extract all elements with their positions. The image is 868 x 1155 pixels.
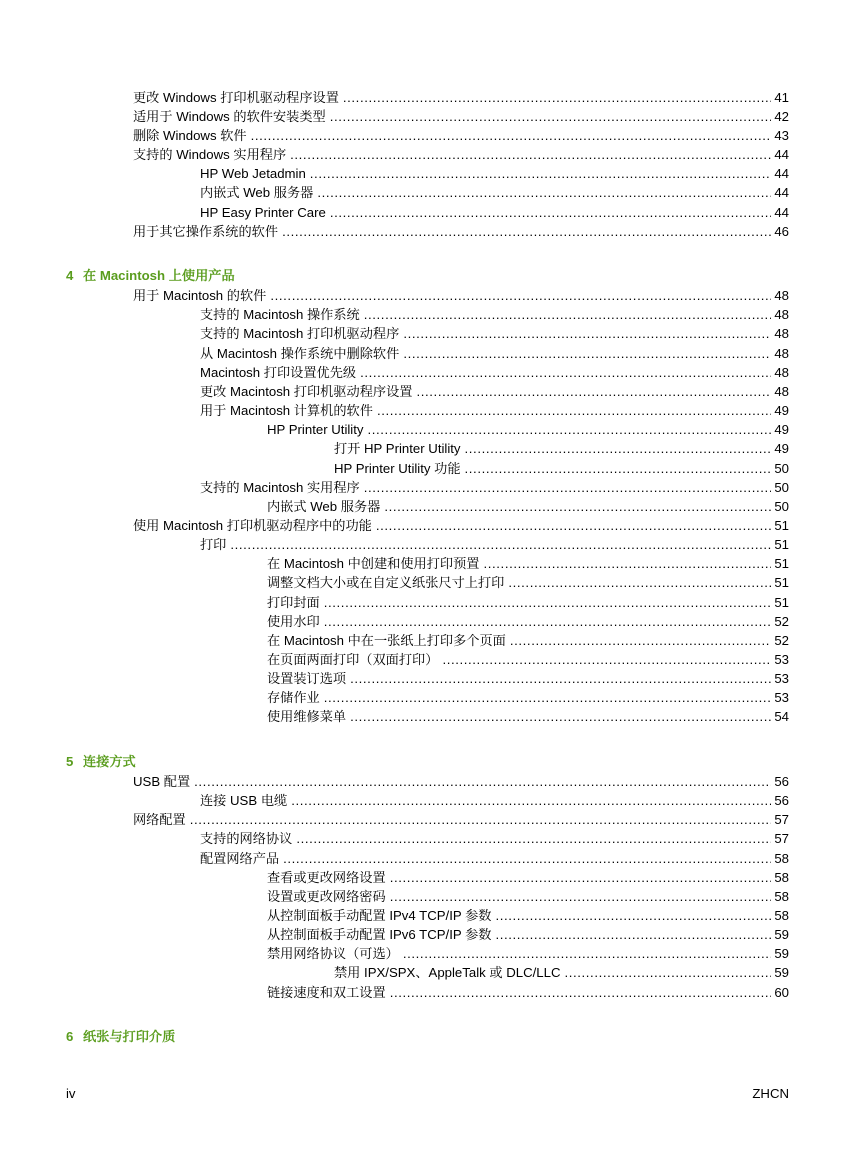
toc-entry-page: 57 bbox=[774, 812, 789, 827]
toc-leader bbox=[403, 326, 771, 342]
toc-entry-title: 连接 USB 电缆 bbox=[200, 793, 288, 808]
toc-entry[interactable] bbox=[267, 688, 789, 706]
toc-entry-page: 48 bbox=[774, 365, 789, 380]
toc-entry[interactable] bbox=[133, 88, 789, 106]
toc-entry-title: Macintosh 打印设置优先级 bbox=[200, 365, 357, 380]
toc-leader bbox=[508, 575, 771, 591]
toc-entry-title: 存储作业 bbox=[267, 690, 320, 705]
toc-entry[interactable] bbox=[267, 707, 789, 725]
toc-leader bbox=[251, 128, 772, 144]
toc-leader bbox=[330, 109, 772, 125]
toc-leader bbox=[330, 205, 772, 221]
toc-entry-title: 适用于 Windows 的软件安装类型 bbox=[133, 109, 326, 124]
toc-entry[interactable] bbox=[267, 631, 789, 649]
toc-entry-page: 60 bbox=[774, 985, 789, 1000]
toc-leader bbox=[390, 870, 772, 886]
toc-leader bbox=[283, 851, 771, 867]
toc-entry-page: 48 bbox=[774, 384, 789, 399]
toc-entry-page: 44 bbox=[774, 205, 789, 220]
toc-entry-title: 用于其它操作系统的软件 bbox=[133, 224, 279, 239]
toc-entry[interactable] bbox=[267, 612, 789, 630]
toc-entry[interactable] bbox=[200, 829, 789, 847]
toc-leader bbox=[350, 709, 771, 725]
toc-entry-page: 59 bbox=[774, 946, 789, 961]
toc-leader bbox=[495, 927, 771, 943]
toc-entry[interactable] bbox=[267, 944, 789, 962]
toc-entry-title: 使用 Macintosh 打印机驱动程序中的功能 bbox=[133, 518, 372, 533]
chapter-heading[interactable] bbox=[66, 1029, 175, 1045]
toc-entry-title: 更改 Windows 打印机驱动程序设置 bbox=[133, 90, 339, 105]
toc-entry-title: 内嵌式 Web 服务器 bbox=[200, 185, 314, 200]
toc-entry[interactable] bbox=[133, 145, 789, 163]
toc-entry-title: 设置或更改网络密码 bbox=[267, 889, 386, 904]
toc-entry-title: 在页面两面打印（双面打印） bbox=[267, 652, 439, 667]
toc-leader bbox=[364, 480, 772, 496]
toc-leader bbox=[317, 185, 771, 201]
toc-leader bbox=[465, 441, 772, 457]
toc-entry-page: 59 bbox=[774, 965, 789, 980]
toc-entry[interactable] bbox=[200, 382, 789, 400]
toc-entry[interactable] bbox=[334, 459, 789, 477]
footer-page-number: iv bbox=[66, 1086, 76, 1101]
toc-entry-page: 56 bbox=[774, 774, 789, 789]
toc-entry[interactable] bbox=[267, 669, 789, 687]
toc-entry-page: 51 bbox=[774, 595, 789, 610]
toc-entry[interactable] bbox=[200, 324, 789, 342]
toc-entry-page: 43 bbox=[774, 128, 789, 143]
toc-entry[interactable] bbox=[267, 650, 789, 668]
toc-entry[interactable] bbox=[200, 363, 789, 381]
toc-entry[interactable] bbox=[200, 478, 789, 496]
footer-language-code: ZHCN bbox=[752, 1086, 789, 1101]
toc-entry[interactable] bbox=[200, 203, 789, 221]
toc-entry[interactable] bbox=[200, 791, 789, 809]
toc-entry-title: 使用维修菜单 bbox=[267, 709, 347, 724]
toc-entry[interactable] bbox=[267, 420, 789, 438]
toc-leader bbox=[290, 147, 771, 163]
toc-entry-title: 支持的 Windows 实用程序 bbox=[133, 147, 287, 162]
toc-entry-page: 52 bbox=[774, 614, 789, 629]
toc-entry-title: 在 Macintosh 中在一张纸上打印多个页面 bbox=[267, 633, 506, 648]
toc-entry-title: 查看或更改网络设置 bbox=[267, 870, 386, 885]
toc-leader bbox=[484, 556, 772, 572]
toc-entry-title: 禁用网络协议（可选） bbox=[267, 946, 399, 961]
toc-entry-title: 打印封面 bbox=[267, 595, 320, 610]
toc-leader bbox=[324, 595, 772, 611]
toc-entry-page: 49 bbox=[774, 403, 789, 418]
toc-leader bbox=[291, 793, 771, 809]
toc-leader bbox=[377, 403, 771, 419]
toc-leader bbox=[360, 365, 771, 381]
toc-leader bbox=[510, 633, 771, 649]
toc-leader bbox=[230, 537, 771, 553]
toc-leader bbox=[343, 90, 771, 106]
toc-entry-title: 支持的 Macintosh 操作系统 bbox=[200, 307, 360, 322]
toc-entry-page: 44 bbox=[774, 185, 789, 200]
toc-entry[interactable] bbox=[267, 554, 789, 572]
toc-leader bbox=[324, 614, 772, 630]
toc-entry-page: 41 bbox=[774, 90, 789, 105]
toc-entry[interactable] bbox=[200, 535, 789, 553]
toc-entry-title: USB 配置 bbox=[133, 774, 191, 789]
toc-entry-page: 53 bbox=[774, 652, 789, 667]
toc-leader bbox=[270, 288, 771, 304]
toc-leader bbox=[390, 889, 772, 905]
chapter-number: 5 bbox=[66, 754, 74, 769]
toc-entry[interactable] bbox=[200, 344, 789, 362]
toc-entry[interactable] bbox=[200, 401, 789, 419]
toc-entry-title: HP Web Jetadmin bbox=[200, 166, 306, 181]
toc-entry-title: 使用水印 bbox=[267, 614, 320, 629]
toc-leader bbox=[403, 346, 771, 362]
toc-entry-title: 网络配置 bbox=[133, 812, 186, 827]
toc-entry[interactable] bbox=[133, 222, 789, 240]
toc-entry-page: 42 bbox=[774, 109, 789, 124]
toc-entry-page: 44 bbox=[774, 166, 789, 181]
toc-entry-page: 48 bbox=[774, 346, 789, 361]
toc-leader bbox=[417, 384, 772, 400]
toc-leader bbox=[310, 166, 772, 182]
toc-entry-page: 52 bbox=[774, 633, 789, 648]
toc-entry-title: HP Printer Utility bbox=[267, 422, 364, 437]
toc-leader bbox=[350, 671, 771, 687]
toc-leader bbox=[442, 652, 771, 668]
toc-entry-page: 50 bbox=[774, 499, 789, 514]
toc-leader bbox=[403, 946, 771, 962]
toc-entry[interactable] bbox=[267, 497, 789, 515]
chapter-heading[interactable] bbox=[66, 268, 235, 284]
toc-entry-page: 51 bbox=[774, 518, 789, 533]
toc-entry[interactable] bbox=[133, 107, 789, 125]
toc-entry-page: 53 bbox=[774, 671, 789, 686]
toc-entry-page: 57 bbox=[774, 831, 789, 846]
toc-entry[interactable] bbox=[133, 126, 789, 144]
toc-entry-title: 打印 bbox=[200, 537, 227, 552]
toc-leader bbox=[495, 908, 771, 924]
toc-entry-page: 59 bbox=[774, 927, 789, 942]
chapter-number: 6 bbox=[66, 1029, 74, 1044]
toc-entry-page: 49 bbox=[774, 441, 789, 456]
toc-entry-title: 打开 HP Printer Utility bbox=[334, 441, 461, 456]
toc-entry-title: 调整文档大小或在自定义纸张尺寸上打印 bbox=[267, 575, 505, 590]
toc-entry-title: 从控制面板手动配置 IPv4 TCP/IP 参数 bbox=[267, 908, 492, 923]
toc-entry-page: 51 bbox=[774, 575, 789, 590]
toc-entry[interactable] bbox=[267, 868, 789, 886]
toc-entry[interactable] bbox=[200, 164, 789, 182]
toc-entry-page: 51 bbox=[774, 556, 789, 571]
chapter-title: 在 Macintosh 上使用产品 bbox=[83, 268, 235, 283]
toc-entry-page: 58 bbox=[774, 908, 789, 923]
toc-leader bbox=[384, 499, 771, 515]
toc-entry[interactable] bbox=[267, 573, 789, 591]
toc-entry-page: 58 bbox=[774, 889, 789, 904]
toc-entry-page: 48 bbox=[774, 288, 789, 303]
toc-leader bbox=[390, 985, 772, 1001]
toc-entry-title: 从 Macintosh 操作系统中删除软件 bbox=[200, 346, 400, 361]
toc-entry-page: 54 bbox=[774, 709, 789, 724]
toc-entry-page: 48 bbox=[774, 307, 789, 322]
toc-leader bbox=[465, 461, 772, 477]
toc-entry-title: 用于 Macintosh 计算机的软件 bbox=[200, 403, 373, 418]
toc-entry-page: 53 bbox=[774, 690, 789, 705]
toc-entry-title: 在 Macintosh 中创建和使用打印预置 bbox=[267, 556, 480, 571]
toc-entry-title: 支持的 Macintosh 实用程序 bbox=[200, 480, 360, 495]
toc-entry-page: 44 bbox=[774, 147, 789, 162]
toc-entry[interactable] bbox=[200, 849, 789, 867]
toc-entry-title: 从控制面板手动配置 IPv6 TCP/IP 参数 bbox=[267, 927, 492, 942]
toc-entry-title: 用于 Macintosh 的软件 bbox=[133, 288, 267, 303]
toc-entry-page: 58 bbox=[774, 851, 789, 866]
toc-entry-page: 48 bbox=[774, 326, 789, 341]
toc-entry-title: 禁用 IPX/SPX、AppleTalk 或 DLC/LLC bbox=[334, 965, 561, 980]
toc-entry-page: 56 bbox=[774, 793, 789, 808]
chapter-title: 纸张与打印介质 bbox=[83, 1029, 176, 1044]
toc-entry-page: 58 bbox=[774, 870, 789, 885]
toc-entry[interactable] bbox=[267, 925, 789, 943]
toc-leader bbox=[282, 224, 771, 240]
chapter-number: 4 bbox=[66, 268, 74, 283]
chapter-heading[interactable] bbox=[66, 754, 136, 770]
toc-entry-title: 链接速度和双工设置 bbox=[267, 985, 386, 1000]
chapter-title: 连接方式 bbox=[83, 754, 136, 769]
toc-entry-page: 50 bbox=[774, 461, 789, 476]
toc-entry[interactable] bbox=[267, 906, 789, 924]
toc-entry-title: 删除 Windows 软件 bbox=[133, 128, 247, 143]
toc-entry-title: 配置网络产品 bbox=[200, 851, 280, 866]
toc-entry[interactable] bbox=[200, 305, 789, 323]
toc-entry-page: 46 bbox=[774, 224, 789, 239]
toc-leader bbox=[376, 518, 771, 534]
toc-entry-title: 设置装订选项 bbox=[267, 671, 347, 686]
toc-entry[interactable] bbox=[334, 963, 789, 981]
toc-entry[interactable] bbox=[133, 810, 789, 828]
toc-leader bbox=[190, 812, 772, 828]
toc-entry[interactable] bbox=[133, 286, 789, 304]
toc-leader bbox=[194, 774, 771, 790]
toc-entry-title: HP Printer Utility 功能 bbox=[334, 461, 461, 476]
toc-entry[interactable] bbox=[133, 516, 789, 534]
toc-entry[interactable] bbox=[334, 439, 789, 457]
toc-entry-title: 更改 Macintosh 打印机驱动程序设置 bbox=[200, 384, 413, 399]
toc-entry[interactable] bbox=[133, 772, 789, 790]
toc-entry[interactable] bbox=[267, 983, 789, 1001]
toc-entry-page: 51 bbox=[774, 537, 789, 552]
toc-leader bbox=[564, 965, 771, 981]
toc-entry-page: 49 bbox=[774, 422, 789, 437]
toc-entry-title: HP Easy Printer Care bbox=[200, 205, 326, 220]
toc-entry[interactable] bbox=[267, 593, 789, 611]
toc-leader bbox=[368, 422, 772, 438]
toc-entry[interactable] bbox=[200, 183, 789, 201]
toc-entry-title: 内嵌式 Web 服务器 bbox=[267, 499, 381, 514]
toc-entry[interactable] bbox=[267, 887, 789, 905]
toc-entry-title: 支持的网络协议 bbox=[200, 831, 293, 846]
toc-entry-title: 支持的 Macintosh 打印机驱动程序 bbox=[200, 326, 400, 341]
toc-leader bbox=[296, 831, 771, 847]
toc-entry-page: 50 bbox=[774, 480, 789, 495]
toc-leader bbox=[364, 307, 772, 323]
toc-leader bbox=[324, 690, 772, 706]
